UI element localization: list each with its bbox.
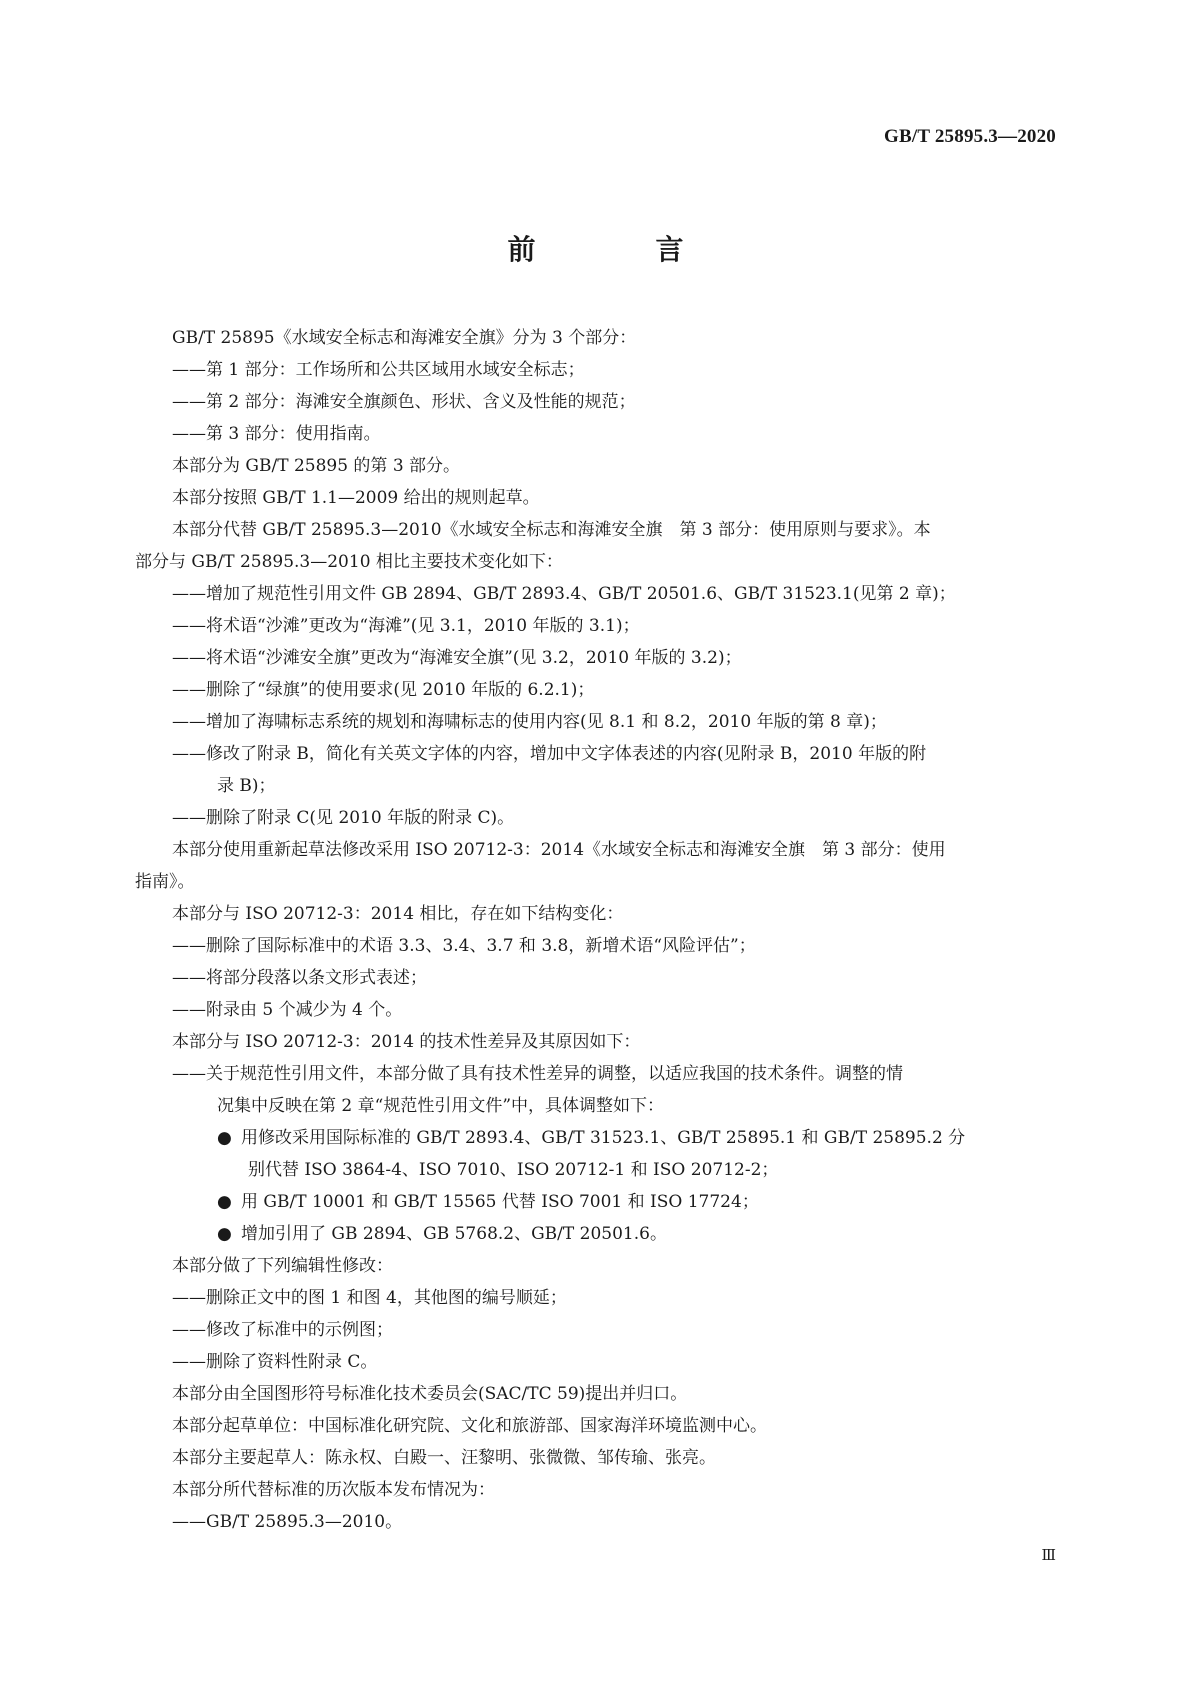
foreword-line-p: 本部分与 ISO 20712-3：2014 的技术性差异及其原因如下： bbox=[172, 1032, 641, 1052]
foreword-body bbox=[135, 322, 1059, 1538]
foreword-line-dash: ——修改了附录 B，简化有关英文字体的内容，增加中文字体表述的内容(见附录 B，2010 年版的附 bbox=[172, 744, 927, 764]
bullet-dot-icon: ● bbox=[217, 1192, 232, 1212]
foreword-line-bullet-cont: 别代替 ISO 3864-4、ISO 7010、ISO 20712-1 和 ISO 20712-2； bbox=[248, 1160, 779, 1180]
foreword-line-dash: ——增加了规范性引用文件 GB 2894、GB/T 2893.4、GB/T 20501.6、GB/T 31523.1(见第 2 章)； bbox=[172, 584, 956, 604]
bullet-dot-icon: ● bbox=[217, 1128, 232, 1148]
standard-code: GB/T 25895.3—2020 bbox=[884, 126, 1056, 147]
foreword-line-dash: ——修改了标准中的示例图； bbox=[172, 1320, 393, 1340]
bullet-dot-icon: ● bbox=[217, 1224, 232, 1244]
foreword-line-dash: ——第 1 部分：工作场所和公共区域用水域安全标志； bbox=[172, 360, 585, 380]
foreword-line-dash: ——将部分段落以条文形式表述； bbox=[172, 968, 427, 988]
foreword-line-cont: 况集中反映在第 2 章“规范性引用文件”中，具体调整如下： bbox=[217, 1096, 665, 1116]
foreword-line-p: 本部分所代替标准的历次版本发布情况为： bbox=[172, 1480, 495, 1500]
foreword-line-p: 本部分代替 GB/T 25895.3—2010《水域安全标志和海滩安全旗 第 3 部分：使用原则与要求》。本 bbox=[172, 520, 931, 540]
foreword-line-dash: ——将术语“沙滩”更改为“海滩”(见 3.1，2010 年版的 3.1)； bbox=[172, 616, 640, 636]
foreword-line-p: 本部分与 ISO 20712-3：2014 相比，存在如下结构变化： bbox=[172, 904, 624, 924]
foreword-line-dash: ——增加了海啸标志系统的规划和海啸标志的使用内容(见 8.1 和 8.2，2010 年版的第 8 章)； bbox=[172, 712, 887, 732]
foreword-line-bullet bbox=[135, 1122, 1059, 1154]
foreword-line-p: GB/T 25895《水域安全标志和海滩安全旗》分为 3 个部分： bbox=[172, 328, 637, 348]
page-title: 前 言 bbox=[507, 233, 730, 266]
page-number: Ⅲ bbox=[1041, 1546, 1056, 1564]
foreword-line-dash: ——删除了国际标准中的术语 3.3、3.4、3.7 和 3.8，新增术语“风险评估”； bbox=[172, 936, 756, 956]
bullet-text: 用修改采用国际标准的 GB/T 2893.4、GB/T 31523.1、GB/T 25895.1 和 GB/T 25895.2 分 bbox=[241, 1128, 966, 1148]
foreword-line-dash: ——将术语“沙滩安全旗”更改为“海滩安全旗”(见 3.2，2010 年版的 3.2)； bbox=[172, 648, 742, 668]
foreword-line-p: 本部分做了下列编辑性修改： bbox=[172, 1256, 393, 1276]
foreword-line-wrap: 部分与 GB/T 25895.3—2010 相比主要技术变化如下： bbox=[135, 552, 563, 572]
foreword-line-p: 本部分为 GB/T 25895 的第 3 部分。 bbox=[172, 456, 461, 476]
foreword-line-p: 本部分由全国图形符号标准化技术委员会(SAC/TC 59)提出并归口。 bbox=[172, 1384, 688, 1404]
foreword-line-dash: ——第 3 部分：使用指南。 bbox=[172, 424, 381, 444]
foreword-line-cont: 录 B)； bbox=[217, 776, 276, 796]
foreword-line-dash: ——GB/T 25895.3—2010。 bbox=[172, 1512, 403, 1532]
foreword-line-bullet bbox=[135, 1186, 1059, 1218]
foreword-line-dash: ——删除正文中的图 1 和图 4，其他图的编号顺延； bbox=[172, 1288, 567, 1308]
foreword-line-p: 本部分起草单位：中国标准化研究院、文化和旅游部、国家海洋环境监测中心。 bbox=[172, 1416, 767, 1436]
foreword-line-bullet bbox=[135, 1218, 1059, 1250]
bullet-text: 用 GB/T 10001 和 GB/T 15565 代替 ISO 7001 和 ISO 17724； bbox=[241, 1192, 759, 1212]
foreword-line-dash: ——删除了附录 C(见 2010 年版的附录 C)。 bbox=[172, 808, 515, 828]
foreword-line-dash: ——删除了“绿旗”的使用要求(见 2010 年版的 6.2.1)； bbox=[172, 680, 595, 700]
foreword-line-dash: ——第 2 部分：海滩安全旗颜色、形状、含义及性能的规范； bbox=[172, 392, 636, 412]
foreword-line-p: 本部分主要起草人：陈永权、白殿一、汪黎明、张微微、邹传瑜、张亮。 bbox=[172, 1448, 716, 1468]
foreword-line-dash: ——附录由 5 个减少为 4 个。 bbox=[172, 1000, 403, 1020]
bullet-text: 增加引用了 GB 2894、GB 5768.2、GB/T 20501.6。 bbox=[241, 1224, 667, 1244]
foreword-line-wrap: 指南》。 bbox=[135, 872, 195, 892]
foreword-line-p: 本部分按照 GB/T 1.1—2009 给出的规则起草。 bbox=[172, 488, 540, 508]
foreword-line-dash: ——关于规范性引用文件，本部分做了具有技术性差异的调整，以适应我国的技术条件。调整的情 bbox=[172, 1064, 903, 1084]
foreword-line-dash: ——删除了资料性附录 C。 bbox=[172, 1352, 378, 1372]
foreword-line-p: 本部分使用重新起草法修改采用 ISO 20712-3：2014《水域安全标志和海滩安全旗 第 3 部分：使用 bbox=[172, 840, 946, 860]
